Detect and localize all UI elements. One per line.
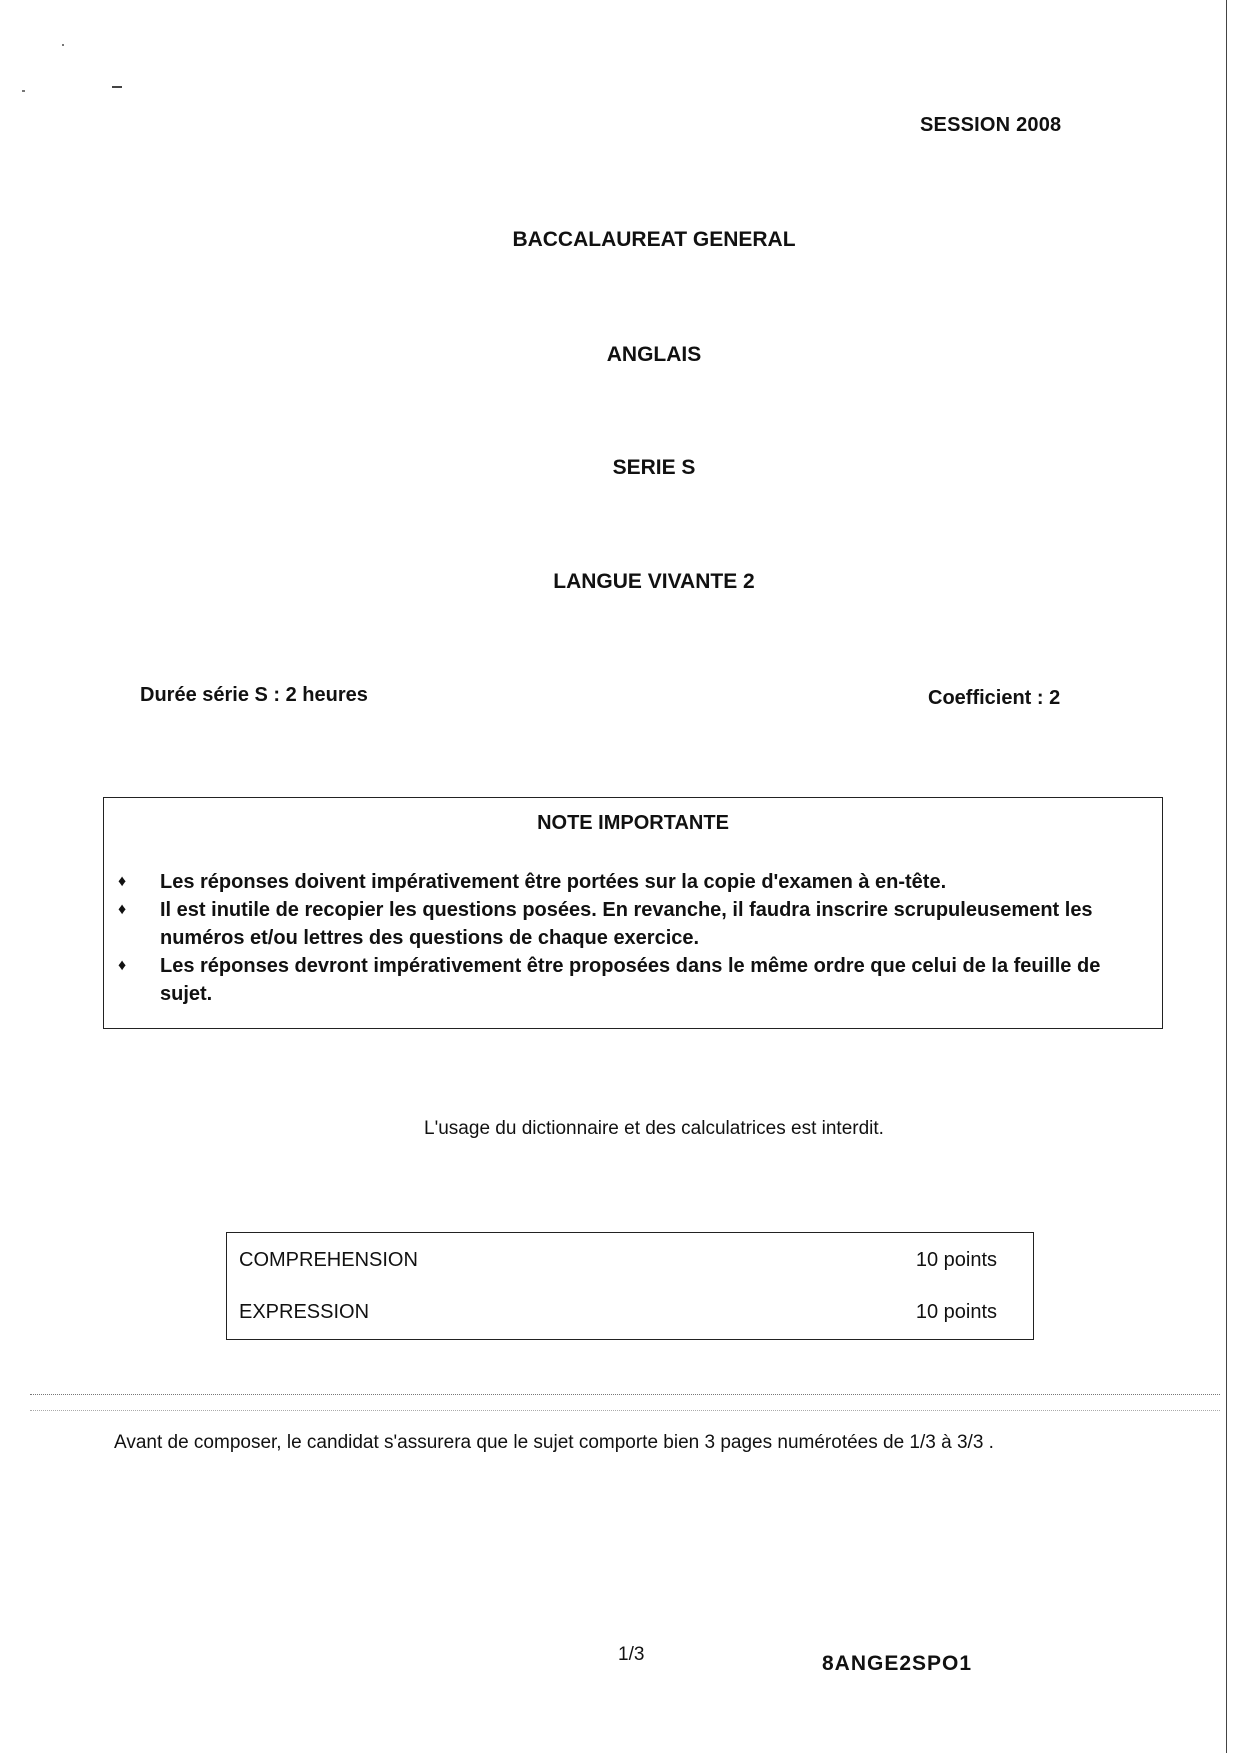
page-number: 1/3 <box>618 1644 645 1665</box>
points-row-label: EXPRESSION <box>239 1301 370 1323</box>
exam-title: BACCALAUREAT GENERAL <box>512 228 796 251</box>
note-item-text: Il est inutile de recopier les questions posées. En revanche, il faudra inscrire scrupuleusement les numéros et/ou lettres des questions de chaque exercice. <box>160 899 1093 949</box>
important-note-box <box>103 797 1163 1029</box>
note-list <box>112 868 1152 1008</box>
note-title: NOTE IMPORTANTE <box>537 812 729 834</box>
points-table <box>226 1232 1034 1340</box>
page-edge-line <box>1226 0 1227 1753</box>
scan-speck <box>62 44 64 46</box>
points-row-label: COMPREHENSION <box>239 1249 418 1271</box>
series-title: SERIE S <box>612 456 696 479</box>
session-label: SESSION 2008 <box>920 114 1062 136</box>
dotted-separator <box>30 1410 1220 1411</box>
note-item <box>112 868 1152 896</box>
language-level-title: LANGUE VIVANTE 2 <box>553 570 755 593</box>
scan-speck <box>112 86 122 88</box>
duration-label: Durée série S : 2 heures <box>140 684 368 706</box>
usage-notice: L'usage du dictionnaire et des calculatrices est interdit. <box>424 1118 884 1139</box>
page-check-notice: Avant de composer, le candidat s'assurera que le sujet comporte bien 3 pages numérotées de 1/3 à 3/3 . <box>114 1432 994 1453</box>
note-item-text: Les réponses devront impérativement être proposées dans le même ordre que celui de la feuille de sujet. <box>160 955 1101 1005</box>
note-item <box>112 896 1152 952</box>
note-item <box>112 952 1152 1008</box>
diamond-bullet-icon: ♦ <box>118 957 127 974</box>
points-row-value: 10 points <box>915 1301 997 1323</box>
subject-title: ANGLAIS <box>606 343 702 366</box>
diamond-bullet-icon: ♦ <box>118 901 127 918</box>
points-row-value: 10 points <box>915 1249 997 1271</box>
dotted-separator <box>30 1394 1220 1395</box>
subject-code: 8ANGE2SPO1 <box>822 1652 973 1675</box>
scan-speck <box>22 90 25 92</box>
note-item-text: Les réponses doivent impérativement être portées sur la copie d'examen à en-tête. <box>160 871 947 893</box>
coefficient-label: Coefficient : 2 <box>928 687 1061 709</box>
diamond-bullet-icon: ♦ <box>118 873 127 890</box>
